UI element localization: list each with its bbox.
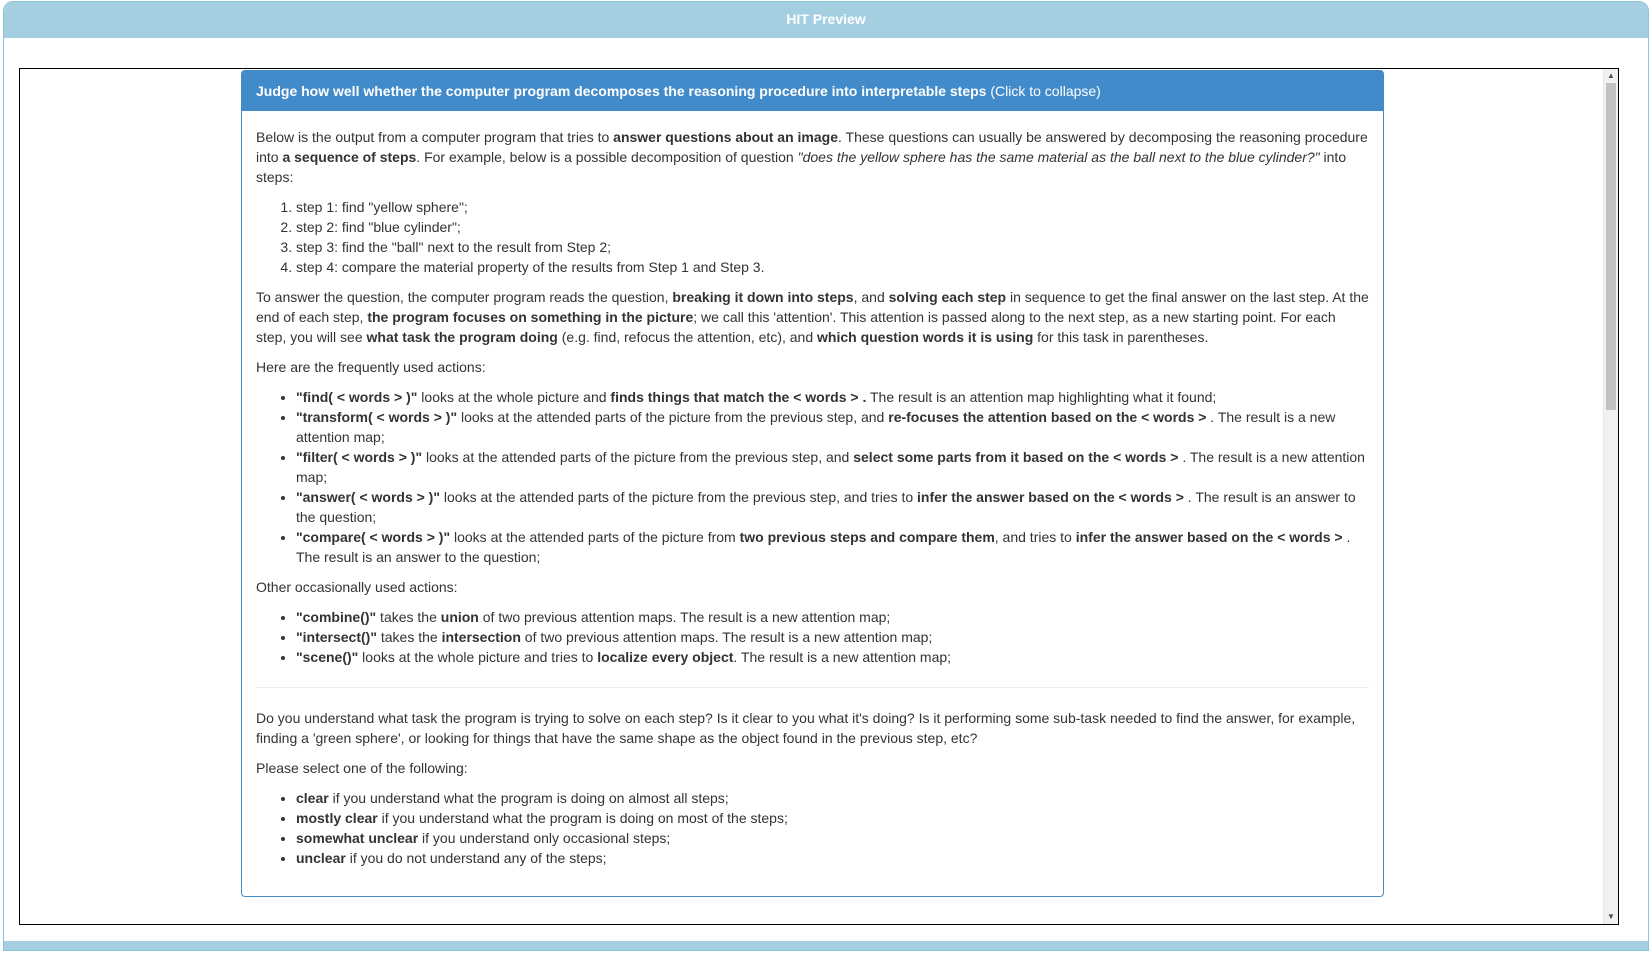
select-prompt: Please select one of the following:: [256, 760, 468, 776]
process-text: ; we call this 'attention'. This attention is passed along to the next step, as a new starting point. For each step, you will see: [256, 309, 1336, 345]
window-bottom-bar: [4, 941, 1648, 951]
action-combine: [296, 607, 1369, 627]
option-desc: if you understand what the program is doing on almost all steps;: [328, 790, 729, 806]
process-text: , and: [853, 289, 889, 305]
occasional-actions-list: [256, 607, 1369, 667]
action-emphasis: infer the answer based on the < words >: [1075, 529, 1343, 545]
process-text: in sequence to get the final answer on the last step. At the end of each step,: [256, 289, 1369, 325]
option-unclear: [296, 848, 1369, 868]
option-label: mostly clear: [296, 810, 378, 826]
action-emphasis: two previous steps and compare them: [739, 529, 995, 545]
action-emphasis: localize every object: [597, 649, 734, 665]
panel-collapse-hint: (Click to collapse): [990, 83, 1101, 99]
action-answer: [296, 487, 1369, 527]
intro-text: . For example, below is a possible decomposition of question: [416, 149, 798, 165]
option-label: clear: [296, 790, 329, 806]
scroll-thumb[interactable]: [1606, 83, 1616, 410]
action-compare: [296, 527, 1369, 567]
action-emphasis: union: [440, 609, 479, 625]
task-question: Do you understand what task the program is trying to solve on each step? Is it clear to you what it's doing? Is it performing some sub-task needed to find the answer, for example, finding a 'green sphere', or looking for things that have the same shape as the object found in the previous step, etc?: [256, 710, 1356, 746]
action-desc: looks at the whole picture and: [417, 389, 611, 405]
option-label: unclear: [296, 850, 346, 866]
process-text: To answer the question, the computer program reads the question,: [256, 289, 673, 305]
action-desc: takes the: [376, 629, 442, 645]
instructions-panel: [241, 70, 1384, 897]
action-desc: . The result is a new attention map;: [296, 449, 1365, 485]
action-desc: of two previous attention maps. The result is a new attention map;: [478, 609, 891, 625]
action-name: "find( < words > )": [296, 389, 418, 405]
action-name: "combine()": [296, 609, 377, 625]
action-desc: The result is an attention map highlighting what it found;: [866, 389, 1217, 405]
process-emphasis: breaking it down into steps: [672, 289, 854, 305]
frequent-actions-list: [256, 387, 1369, 567]
action-name: "intersect()": [296, 629, 377, 645]
action-name: "answer( < words > )": [296, 489, 440, 505]
action-desc: looks at the whole picture and tries to: [358, 649, 598, 665]
process-emphasis: what task the program doing: [366, 329, 558, 345]
action-find: [296, 387, 1369, 407]
action-desc: looks at the attended parts of the picture from the previous step, and: [422, 449, 854, 465]
action-emphasis: finds things that match the < words > .: [610, 389, 867, 405]
intro-text: into steps:: [256, 149, 1347, 185]
option-somewhat-unclear: [296, 828, 1369, 848]
action-name: "compare( < words > )": [296, 529, 451, 545]
example-step: 4. step 4: compare the material property of the results from Step 1 and Step 3.: [296, 257, 1369, 277]
action-emphasis: select some parts from it based on the < words >: [853, 449, 1179, 465]
action-name: "transform( < words > )": [296, 409, 458, 425]
option-label: somewhat unclear: [296, 830, 419, 846]
intro-text: Below is the output from a computer program that tries to: [256, 129, 614, 145]
section-divider: [256, 687, 1369, 688]
action-desc: looks at the attended parts of the picture from the previous step, and: [457, 409, 889, 425]
action-desc: of two previous attention maps. The result is a new attention map;: [520, 629, 933, 645]
frequent-actions-heading: Here are the frequently used actions:: [256, 359, 486, 375]
option-clear: [296, 788, 1369, 808]
action-emphasis: intersection: [441, 629, 521, 645]
action-filter: [296, 447, 1369, 487]
action-intersect: [296, 627, 1369, 647]
panel-heading-title: Judge how well whether the computer program decomposes the reasoning procedure into interpretable steps: [256, 83, 987, 99]
action-transform: [296, 407, 1369, 447]
action-emphasis: re-focuses the attention based on the < words >: [888, 409, 1207, 425]
example-question: "does the yellow sphere has the same material as the ball next to the blue cylinder?": [797, 149, 1320, 165]
rating-options-list: [256, 788, 1369, 868]
intro-paragraph: [256, 127, 1369, 187]
action-desc: , and tries to: [994, 529, 1076, 545]
hit-preview-window: [3, 1, 1649, 951]
instructions-panel-toggle[interactable]: [242, 71, 1383, 111]
instructions-body: [242, 111, 1383, 868]
intro-text: . These questions can usually be answered by decomposing the reasoning procedure into: [256, 129, 1368, 165]
example-steps-list: [256, 197, 1369, 277]
option-mostly-clear: [296, 808, 1369, 828]
action-scene: [296, 647, 1369, 667]
action-desc: . The result is a new attention map;: [296, 409, 1336, 445]
process-emphasis: which question words it is using: [817, 329, 1034, 345]
action-name: "filter( < words > )": [296, 449, 423, 465]
example-step: 1. step 1: find "yellow sphere";: [296, 197, 1369, 217]
process-emphasis: solving each step: [888, 289, 1007, 305]
scroll-down-arrow-icon[interactable]: ▼: [1607, 912, 1615, 921]
example-step: 3. step 3: find the "ball" next to the result from Step 2;: [296, 237, 1369, 257]
scroll-up-arrow-icon[interactable]: ▲: [1607, 71, 1615, 80]
option-desc: if you understand what the program is doing on most of the steps;: [377, 810, 788, 826]
action-desc: looks at the attended parts of the picture from: [450, 529, 740, 545]
example-step: 2. step 2: find "blue cylinder";: [296, 217, 1369, 237]
action-desc: looks at the attended parts of the picture from the previous step, and tries to: [440, 489, 918, 505]
action-desc: . The result is an answer to the question;: [296, 529, 1351, 565]
option-desc: if you do not understand any of the steps;: [345, 850, 607, 866]
action-desc: . The result is a new attention map;: [733, 649, 952, 665]
process-paragraph: [256, 287, 1369, 347]
window-title: HIT Preview: [4, 2, 1648, 38]
intro-emphasis: answer questions about an image: [613, 129, 838, 145]
occasional-actions-heading: Other occasionally used actions:: [256, 579, 458, 595]
intro-emphasis: a sequence of steps: [282, 149, 417, 165]
option-desc: if you understand only occasional steps;: [418, 830, 671, 846]
process-text: for this task in parentheses.: [1033, 329, 1209, 345]
process-text: (e.g. find, refocus the attention, etc), and: [557, 329, 818, 345]
action-desc: . The result is an answer to the question;: [296, 489, 1356, 525]
vertical-scrollbar[interactable]: [1603, 69, 1618, 924]
process-emphasis: the program focuses on something in the picture: [367, 309, 694, 325]
task-iframe: [19, 68, 1619, 925]
action-name: "scene()": [296, 649, 359, 665]
action-emphasis: infer the answer based on the < words >: [917, 489, 1184, 505]
action-desc: takes the: [376, 609, 441, 625]
